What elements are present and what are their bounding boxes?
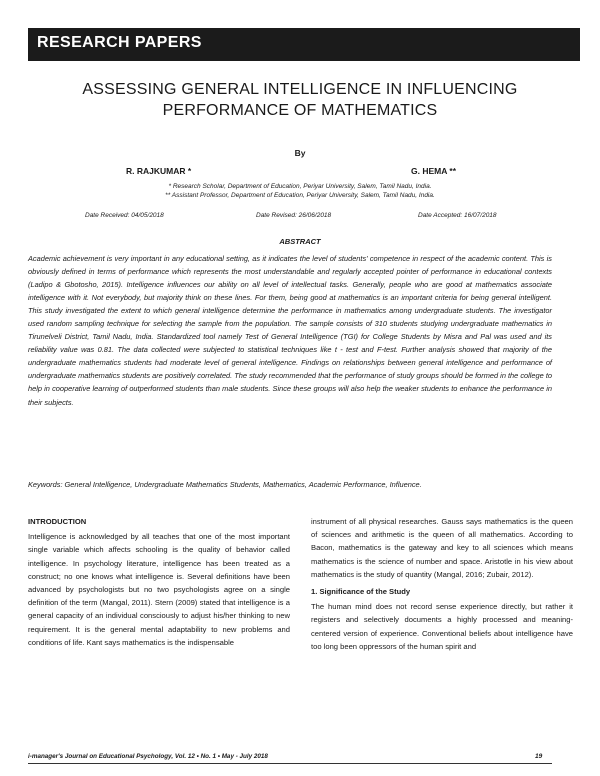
abstract-heading: ABSTRACT	[279, 237, 321, 246]
affiliation-1: * Research Scholar, Department of Education, Periyar University, Salem, Tamil Nadu, India.	[168, 183, 432, 190]
introduction-text: Intelligence is acknowledged by all teaches that one of the most important single variable which affects schooling is the quality of behavior called intelligence. In psychology literature, intelligence has been treated as a construct; no one knows what intelligence is. Several definitions have been advanced by psychologists but no two psychologists agree on a single definition of the term (Mangal, 2011). Stern (2009) stated that intelligence is a general capacity of an individual consciously to adjust his/her thinking to new requirement. It is the general mental adaptability to new problems and conditions of life. Kant says mathematics is the indispensable	[28, 532, 290, 647]
date-received: Date Received: 04/05/2018	[85, 212, 164, 219]
date-revised: Date Revised: 26/06/2018	[256, 212, 332, 219]
title-line-1: ASSESSING GENERAL INTELLIGENCE IN INFLUENCING	[82, 81, 518, 98]
paper-title	[40, 79, 560, 121]
author-1: R. RAJKUMAR *	[126, 166, 192, 176]
by-label: By	[294, 148, 306, 158]
affiliation-2: ** Assistant Professor, Department of Education, Periyar University, Salem, Tamil Nadu, India.	[165, 192, 435, 199]
title-line-2: PERFORMANCE OF MATHEMATICS	[162, 102, 438, 119]
banner-label: RESEARCH PAPERS	[37, 34, 202, 51]
abstract-text: Academic achievement is very important in any educational setting, as it indicates the level of students' competence in respect of the academic content. This is obviously defined in terms of performance which represents the most understandable and regularly accepted pointer of performance in educational contexts (Ladipo & Gbotosho, 2015). Intelligence influences our ability on all level of intellectual tasks. Generally, people who are good at mathematics associate intelligence with it. Not everybody, but majority think on these lines. For them, being good at mathematics is an important criteria for being general intelligent. This study investigated the extent to which general intelligence determine the performance in mathematics among undergraduate students. The investigator used random sampling technique for selecting the sample from the population. The sample consists of 310 students studying undergraduate mathematics in Tirunelveli District, Tamil Nadu, India. Standardized tool namely Test of General Intelligence (TGI) for College Students by Misra and Pal was used and its reliability value was 0.81. The data collected were subjected to statistical techniques like t - test and F-test. Further analysis showed that majority of the undergraduate mathematics students had moderate level of general intelligence. Findings on relationships between general intelligence and performance of undergraduate mathematics students are positively correlated. The study recommended that the performance of study groups should be formed in the college to help in cooperative learning of outperformed students than male students. Since these groups will also help the weaker students to enhance the performance in their subjects.	[28, 254, 552, 407]
author-2: G. HEMA **	[411, 166, 457, 176]
footer-rule	[28, 763, 552, 764]
right-column-text: instrument of all physical researches. Gauss says mathematics is the queen of sciences and arithmetic is the queen of all mathematics. According to Bacon, mathematics is the gateway and key to all sciences which means mathematics is the science of number and space. Aristotle in his view about mathematics is the study of quantity (Mangal, 2016; Zubair, 2012).	[311, 517, 573, 579]
right-column	[311, 515, 573, 653]
introduction-heading: INTRODUCTION	[28, 517, 87, 526]
date-accepted: Date Accepted: 16/07/2018	[418, 212, 497, 219]
left-column	[28, 515, 290, 649]
section-1-heading: 1. Significance of the Study	[311, 587, 411, 597]
keywords: Keywords: General Intelligence, Undergraduate Mathematics Students, Mathematics, Academic Performance, Influence.	[28, 480, 422, 489]
section-banner	[28, 28, 580, 61]
page-number: 19	[535, 753, 543, 760]
journal-footer: i-manager's Journal on Educational Psychology, Vol. 12 • No. 1 • May - July 2018	[28, 753, 268, 760]
section-1-text: The human mind does not record sense experience directly, but rather it registers and selectively documents a highly processed and meaning-centered version of experience. Conventional beliefs about intelligence have too long been oppressors of the human spirit and	[311, 602, 573, 651]
